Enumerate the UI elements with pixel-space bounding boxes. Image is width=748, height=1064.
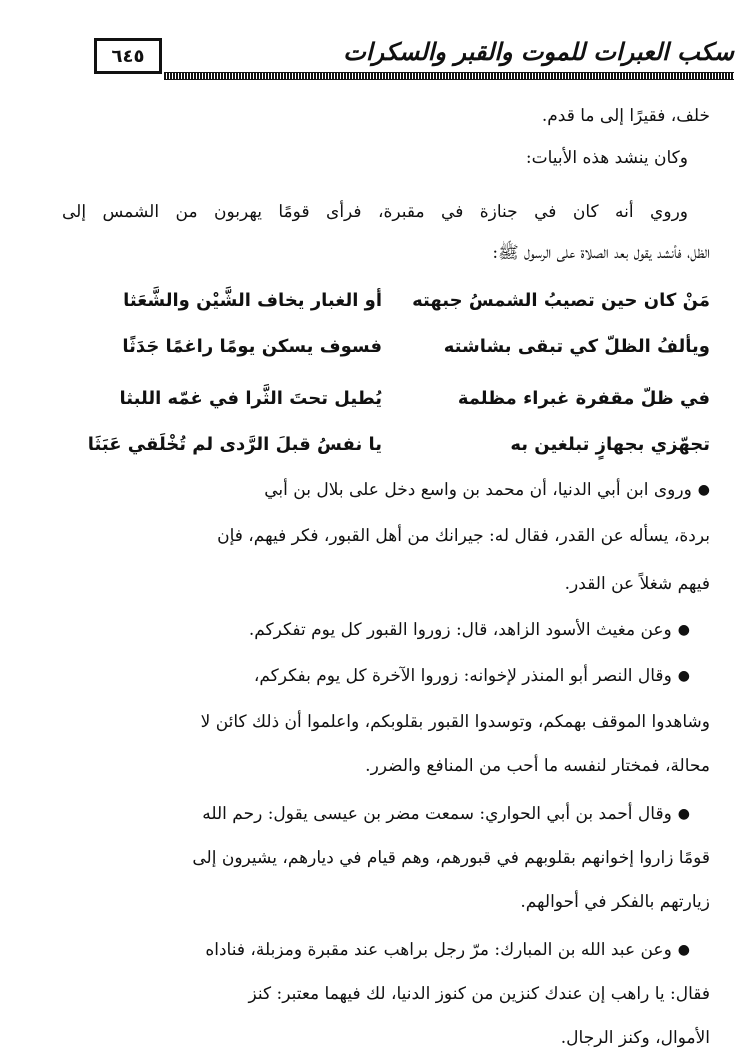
paragraph-line: قومًا زاروا إخوانهم بقلوبهم في قبورهم، وهم قيام في ديارهم، يشيرون إلى — [192, 848, 710, 868]
running-title: سكب العبرات للموت والقبر والسكرات — [343, 38, 734, 66]
text-line: وكان ينشد هذه الأبيات: — [525, 148, 688, 168]
paragraph-text: وقال أحمد بن أبي الحواري: سمعت مضر بن عيسى يقول: رحم الله — [202, 804, 672, 824]
paragraph-line: فقال: يا راهب إن عندك كنزين من كنوز الدنيا، لك فيهما معتبر: كنز — [248, 984, 710, 1004]
verse-line — [62, 278, 710, 322]
bullet-icon: ● — [677, 806, 690, 822]
paragraph-text: وقال النصر أبو المنذر لإخوانه: زوروا الآخرة كل يوم بفكركم، — [253, 666, 672, 686]
verse-first-hemistich: مَنْ كان حين تصيبُ الشمسُ جبهته — [412, 289, 710, 311]
verse-line — [62, 376, 710, 420]
verse-first-hemistich: تجهّزي بجهازٍ تبلغين به — [510, 433, 710, 455]
verse-second-hemistich: يا نفسُ قبلَ الرَّدى لم تُخْلَقي عَبَثَا — [87, 433, 382, 455]
text-line: الظل، فأنشد يقول بعد الصلاة على الرسول ﷺ: — [492, 242, 710, 263]
header-rule — [164, 72, 734, 80]
paragraph-text: وعن عبد الله بن المبارك: مرّ رجل براهب عند مقبرة ومزبلة، فناداه — [205, 940, 672, 960]
paragraph-line — [62, 470, 710, 510]
paragraph-line — [62, 930, 710, 970]
paragraph-line: وشاهدوا الموقف بهمكم، وتوسدوا القبور بقلوبكم، واعلموا أن ذلك كائن لا — [200, 712, 710, 732]
text-line: خلف، فقيرًا إلى ما قدم. — [541, 106, 710, 126]
verse-first-hemistich: في ظلّ مقفرة غبراء مظلمة — [457, 387, 710, 409]
paragraph-line: زيارتهم بالفكر في أحوالهم. — [520, 892, 710, 912]
paragraph-text: وعن مغيث الأسود الزاهد، قال: زوروا القبور كل يوم تفكركم. — [248, 620, 672, 640]
verse-line — [62, 324, 710, 368]
paragraph-line: الأموال، وكنز الرجال. — [560, 1028, 710, 1048]
paragraph-line: فيهم شغلاً عن القدر. — [564, 574, 710, 594]
verse-first-hemistich: ويألفُ الظلّ كي تبقى بشاشته — [443, 335, 710, 357]
text-line — [62, 192, 710, 232]
paragraph-line — [62, 794, 710, 834]
bullet-icon: ● — [677, 942, 690, 958]
page-number: ٦٤٥ — [94, 38, 162, 74]
bullet-icon: ● — [677, 668, 690, 684]
verse-line — [62, 422, 710, 466]
bullet-icon: ● — [677, 622, 690, 638]
page-header — [94, 36, 734, 86]
verse-second-hemistich: أو الغبار يخاف الشَّيْن والشَّعَثا — [123, 289, 382, 311]
paragraph-line: محالة، فمختار لنفسه ما أحب من المنافع والضرر. — [365, 756, 710, 776]
paragraph-text: وروى ابن أبي الدنيا، أن محمد بن واسع دخل على بلال بن أبي — [264, 480, 692, 500]
text-line-content: وروي أنه كان في جنازة في مقبرة، فرأى قومًا يهربون من الشمس إلى — [62, 202, 688, 222]
paragraph-line: بردة، يسأله عن القدر، فقال له: جيرانك من أهل القبور، فكر فيهم، فإن — [217, 526, 710, 546]
paragraph-line — [62, 656, 710, 696]
bullet-icon: ● — [697, 482, 710, 498]
verse-second-hemistich: فسوف يسكن يومًا راغمًا جَدَثًا — [122, 335, 382, 357]
verse-second-hemistich: يُطيل تحتَ الثَّرا في غمّه اللبثا — [119, 387, 382, 409]
paragraph-line — [62, 610, 710, 650]
